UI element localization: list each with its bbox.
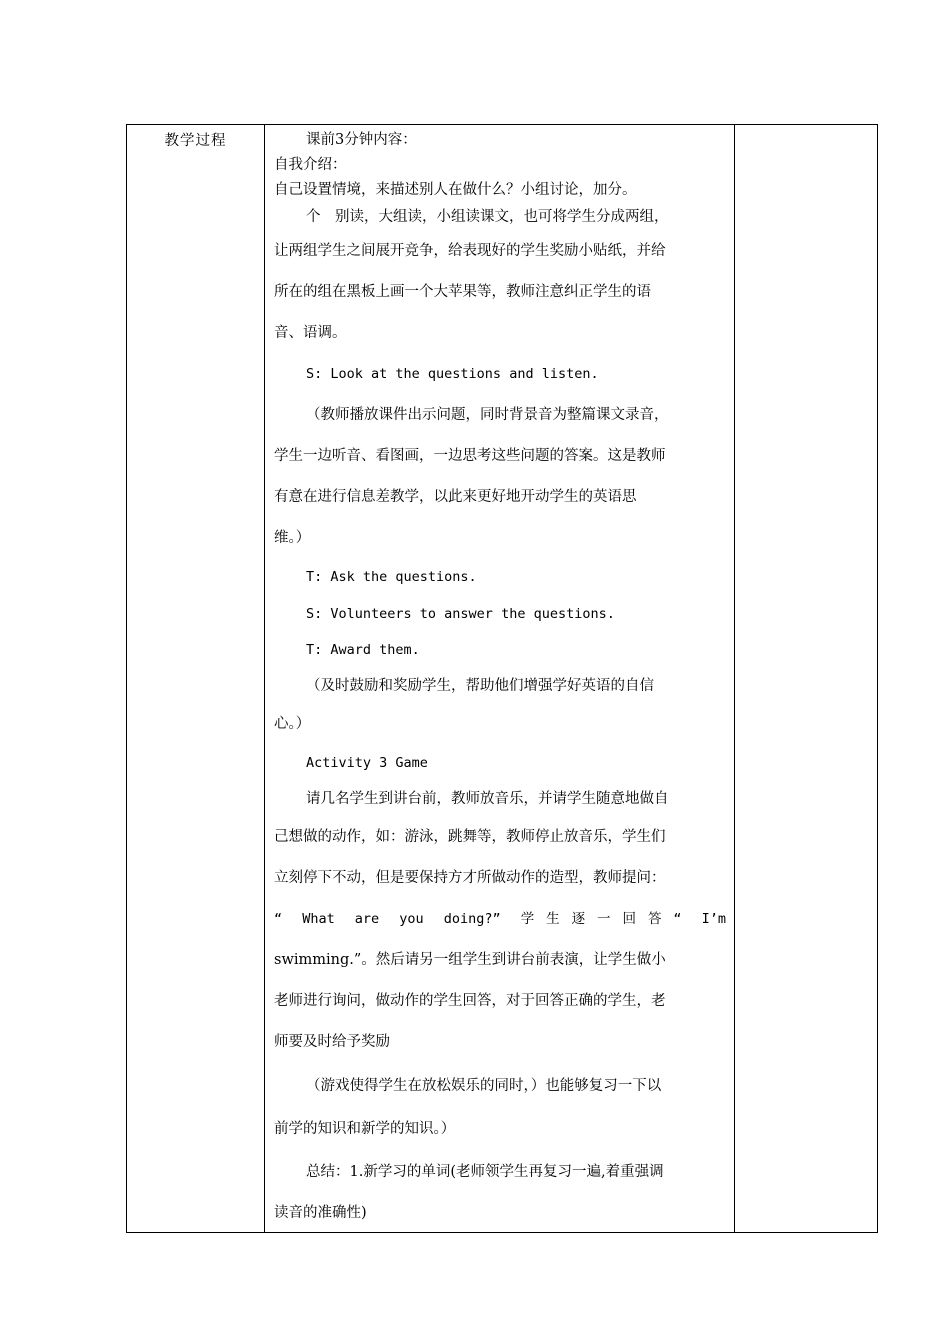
row-label: 教学过程 — [164, 133, 227, 149]
empty-cell — [735, 125, 878, 1233]
text-line: 总结：1.新学习的单词(老师领学生再复习一遍,着重强调 — [306, 1164, 664, 1180]
text-line: swimming.”。然后请另一组学生到讲台前表演，让学生做小 — [274, 952, 666, 968]
text-line: 请几名学生到讲台前，教师放音乐，并请学生随意地做自 — [306, 791, 669, 807]
text-line: 心。） — [274, 716, 311, 732]
label-cell — [127, 125, 265, 1233]
text-line: 读音的准确性) — [274, 1205, 367, 1221]
text-line: T: Award them. — [306, 642, 420, 658]
text-line: 自己设置情境，来描述别人在做什么？小组讨论，加分。 — [274, 182, 637, 198]
text-line: S: Volunteers to answer the questions. — [306, 606, 615, 622]
text-line: 音、语调。 — [274, 325, 347, 341]
text-line: 己想做的动作，如：游泳，跳舞等，教师停止放音乐，学生们 — [274, 829, 666, 845]
text-line: 所在的组在黑板上画一个大苹果等，教师注意纠正学生的语 — [274, 284, 651, 300]
text-line: S: Look at the questions and listen. — [306, 366, 599, 382]
text-line: （及时鼓励和奖励学生，帮助他们增强学好英语的自信 — [306, 678, 654, 694]
text-line: 有意在进行信息差教学，以此来更好地开动学生的英语思 — [274, 489, 637, 505]
text-line: 立刻停下不动，但是要保持方才所做动作的造型，教师提问： — [274, 870, 666, 886]
text-line: 让两组学生之间展开竞争，给表现好的学生奖励小贴纸，并给 — [274, 243, 666, 259]
text-line: 师要及时给予奖励 — [274, 1034, 390, 1050]
text-line: 学生一边听音、看图画，一边思考这些问题的答案。这是教师 — [274, 448, 666, 464]
text-line: （教师播放课件出示问题，同时背景音为整篇课文录音， — [306, 407, 669, 423]
lesson-plan-table — [126, 124, 878, 1233]
content-body — [265, 125, 734, 1232]
text-line: 老师进行询问，做动作的学生回答，对于回答正确的学生，老 — [274, 993, 666, 1009]
text-line: 维。） — [274, 530, 311, 546]
text-line: 前学的知识和新学的知识。） — [274, 1121, 456, 1137]
text-line: 课前3分钟内容： — [306, 132, 417, 148]
table-row — [127, 125, 878, 1233]
text-line: T: Ask the questions. — [306, 569, 477, 585]
text-line: 自我介绍： — [274, 157, 347, 173]
text-line: （游戏使得学生在放松娱乐的同时，）也能够复习一下以 — [306, 1078, 662, 1094]
text-line: Activity 3 Game — [306, 755, 428, 771]
content-cell — [265, 125, 735, 1233]
text-line: 个 别读，大组读，小组读课文，也可将学生分成两组， — [306, 209, 669, 225]
text-line: “ What are you doing?” 学生逐一回答“ I’m — [274, 911, 726, 927]
